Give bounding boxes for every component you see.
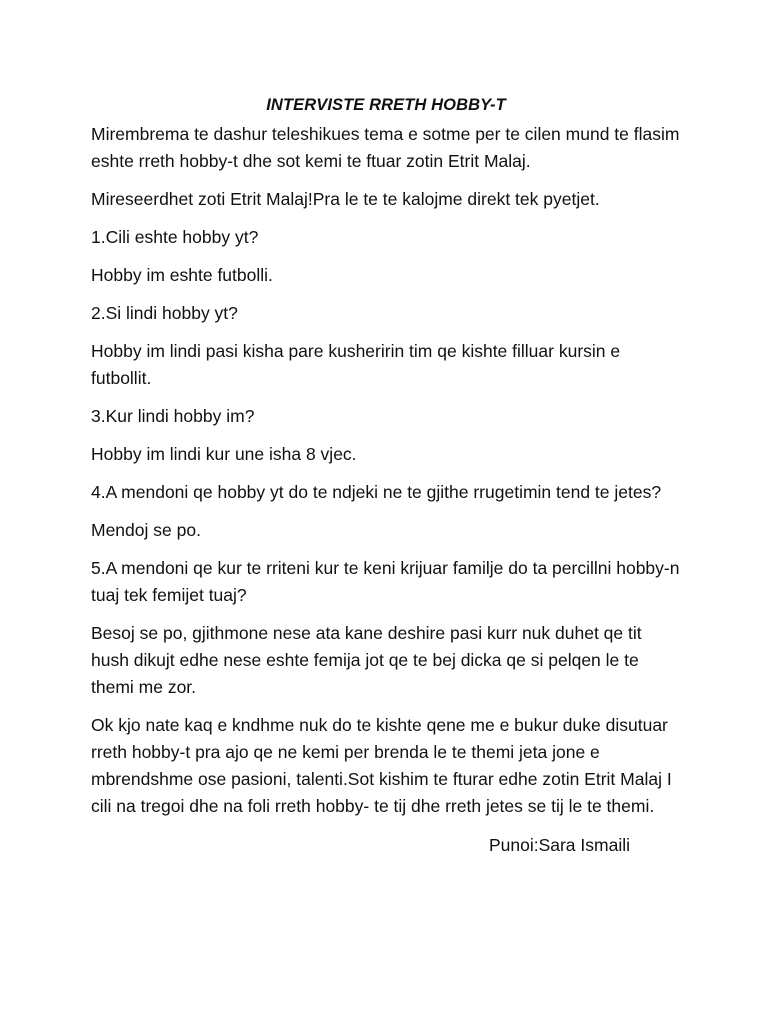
question-2: 2.Si lindi hobby yt?	[91, 303, 238, 323]
answer-4: Mendoj se po.	[91, 520, 201, 540]
question-3: 3.Kur lindi hobby im?	[91, 406, 255, 426]
question-5: 5.A mendoni qe kur te rriteni kur te keni krijuar familje do ta percillni hobby-n tuaj tek femijet tuaj?	[91, 558, 680, 605]
answer-5: Besoj se po, gjithmone nese ata kane deshire pasi kurr nuk duhet qe tit hush dikujt edhe nese eshte femija jot qe te bej dicka qe si pelqen le te themi me zor.	[91, 623, 642, 697]
answer-1: Hobby im eshte futbolli.	[91, 265, 273, 285]
document-page	[91, 92, 681, 859]
paragraph-welcome: Mireseerdhet zoti Etrit Malaj!Pra le te te kalojme direkt tek pyetjet.	[91, 189, 600, 209]
answer-3: Hobby im lindi kur une isha 8 vjec.	[91, 444, 357, 464]
document-title: INTERVISTE RRETH HOBBY-T	[266, 96, 506, 114]
paragraph-intro: Mirembrema te dashur teleshikues tema e sotme per te cilen mund te flasim eshte rreth hobby-t dhe sot kemi te ftuar zotin Etrit Malaj.	[91, 124, 680, 171]
question-1: 1.Cili eshte hobby yt?	[91, 227, 259, 247]
question-4: 4.A mendoni qe hobby yt do te ndjeki ne te gjithe rrugetimin tend te jetes?	[91, 482, 662, 502]
author-signature: Punoi:Sara Ismaili	[488, 835, 630, 855]
answer-2: Hobby im lindi pasi kisha pare kusheririn tim qe kishte filluar kursin e futbollit.	[91, 341, 621, 388]
paragraph-closing: Ok kjo nate kaq e kndhme nuk do te kishte qene me e bukur duke disutuar rreth hobby-t pra ajo qe ne kemi per brenda le te themi jeta jone e mbrendshme ose pasioni, talenti.Sot kishim te fturar edhe zotin Etrit Malaj I cili na tregoi dhe na foli rreth hobby- te tij dhe rreth jetes se tij le te themi.	[91, 715, 672, 816]
